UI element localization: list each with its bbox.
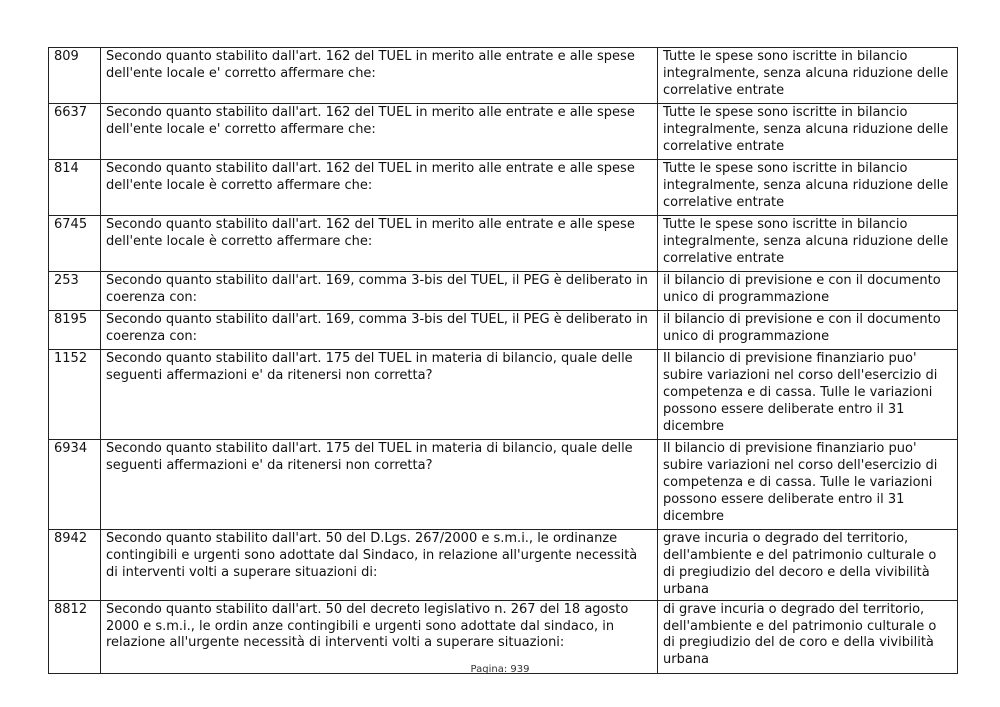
- question-id-cell: 1152: [49, 350, 101, 440]
- question-id-cell: 6934: [49, 440, 101, 530]
- questions-table-body: [49, 48, 958, 674]
- table-row: [49, 272, 958, 311]
- question-text-cell: Secondo quanto stabilito dall'art. 162 del TUEL in merito alle entrate e alle spese dell'ente locale è corretto affermare che:: [101, 216, 658, 272]
- question-text-cell: Secondo quanto stabilito dall'art. 50 del D.Lgs. 267/2000 e s.m.i., le ordinanze contingibili e urgenti sono adottate dal Sindaco, in relazione all'urgente necessità di interventi volti a superare situazioni di:: [101, 530, 658, 601]
- question-text-cell: Secondo quanto stabilito dall'art. 50 del decreto legislativo n. 267 del 18 agosto 2000 e s.m.i., le ordin anze contingibili e urgenti sono adottate dal sindaco, in relazione all'urgente necessità di interventi volti a superare situazioni:: [101, 600, 658, 673]
- table-row: [49, 311, 958, 350]
- question-text-cell: Secondo quanto stabilito dall'art. 169, comma 3-bis del TUEL, il PEG è deliberato in coerenza con:: [101, 311, 658, 350]
- question-id-cell: 6745: [49, 216, 101, 272]
- answer-text-cell: il bilancio di previsione e con il documento unico di programmazione: [658, 311, 958, 350]
- questions-table: [48, 47, 958, 674]
- question-text-cell: Secondo quanto stabilito dall'art. 162 del TUEL in merito alle entrate e alle spese dell'ente locale è corretto affermare che:: [101, 160, 658, 216]
- question-id-cell: 814: [49, 160, 101, 216]
- answer-text-cell: Tutte le spese sono iscritte in bilancio integralmente, senza alcuna riduzione delle correlative entrate: [658, 48, 958, 104]
- table-row: [49, 104, 958, 160]
- question-text-cell: Secondo quanto stabilito dall'art. 162 del TUEL in merito alle entrate e alle spese dell'ente locale e' corretto affermare che:: [101, 48, 658, 104]
- table-row: [49, 440, 958, 530]
- page-number: Pagina: 939: [470, 664, 530, 675]
- question-id-cell: 253: [49, 272, 101, 311]
- answer-text-cell: il bilancio di previsione e con il documento unico di programmazione: [658, 272, 958, 311]
- answer-text-cell: Tutte le spese sono iscritte in bilancio integralmente, senza alcuna riduzione delle correlative entrate: [658, 160, 958, 216]
- question-text-cell: Secondo quanto stabilito dall'art. 169, comma 3-bis del TUEL, il PEG è deliberato in coerenza con:: [101, 272, 658, 311]
- table-row: [49, 160, 958, 216]
- table-row: [49, 48, 958, 104]
- answer-text-cell: Il bilancio di previsione finanziario puo' subire variazioni nel corso dell'esercizio di competenza e di cassa. Tulle le variazioni possono essere deliberate entro il 31 dicembre: [658, 350, 958, 440]
- question-id-cell: 8812: [49, 600, 101, 673]
- table-row: [49, 600, 958, 673]
- answer-text-cell: Tutte le spese sono iscritte in bilancio integralmente, senza alcuna riduzione delle correlative entrate: [658, 104, 958, 160]
- question-id-cell: 8942: [49, 530, 101, 601]
- table-row: [49, 216, 958, 272]
- answer-text-cell: Tutte le spese sono iscritte in bilancio integralmente, senza alcuna riduzione delle correlative entrate: [658, 216, 958, 272]
- question-id-cell: 6637: [49, 104, 101, 160]
- question-id-cell: 8195: [49, 311, 101, 350]
- question-text-cell: Secondo quanto stabilito dall'art. 162 del TUEL in merito alle entrate e alle spese dell'ente locale e' corretto affermare che:: [101, 104, 658, 160]
- question-id-cell: 809: [49, 48, 101, 104]
- answer-text-cell: grave incuria o degrado del territorio, dell'ambiente e del patrimonio culturale o di pregiudizio del decoro e della vivibilità urbana: [658, 530, 958, 601]
- answer-text-cell: di grave incuria o degrado del territorio, dell'ambiente e del patrimonio culturale o di pregiudizio del de coro e della vivibilità urbana: [658, 600, 958, 673]
- table-row: [49, 350, 958, 440]
- question-text-cell: Secondo quanto stabilito dall'art. 175 del TUEL in materia di bilancio, quale delle seguenti affermazioni e' da ritenersi non corretta?: [101, 440, 658, 530]
- question-text-cell: Secondo quanto stabilito dall'art. 175 del TUEL in materia di bilancio, quale delle seguenti affermazioni e' da ritenersi non corretta?: [101, 350, 658, 440]
- table-row: [49, 530, 958, 601]
- answer-text-cell: Il bilancio di previsione finanziario puo' subire variazioni nel corso dell'esercizio di competenza e di cassa. Tulle le variazioni possono essere deliberate entro il 31 dicembre: [658, 440, 958, 530]
